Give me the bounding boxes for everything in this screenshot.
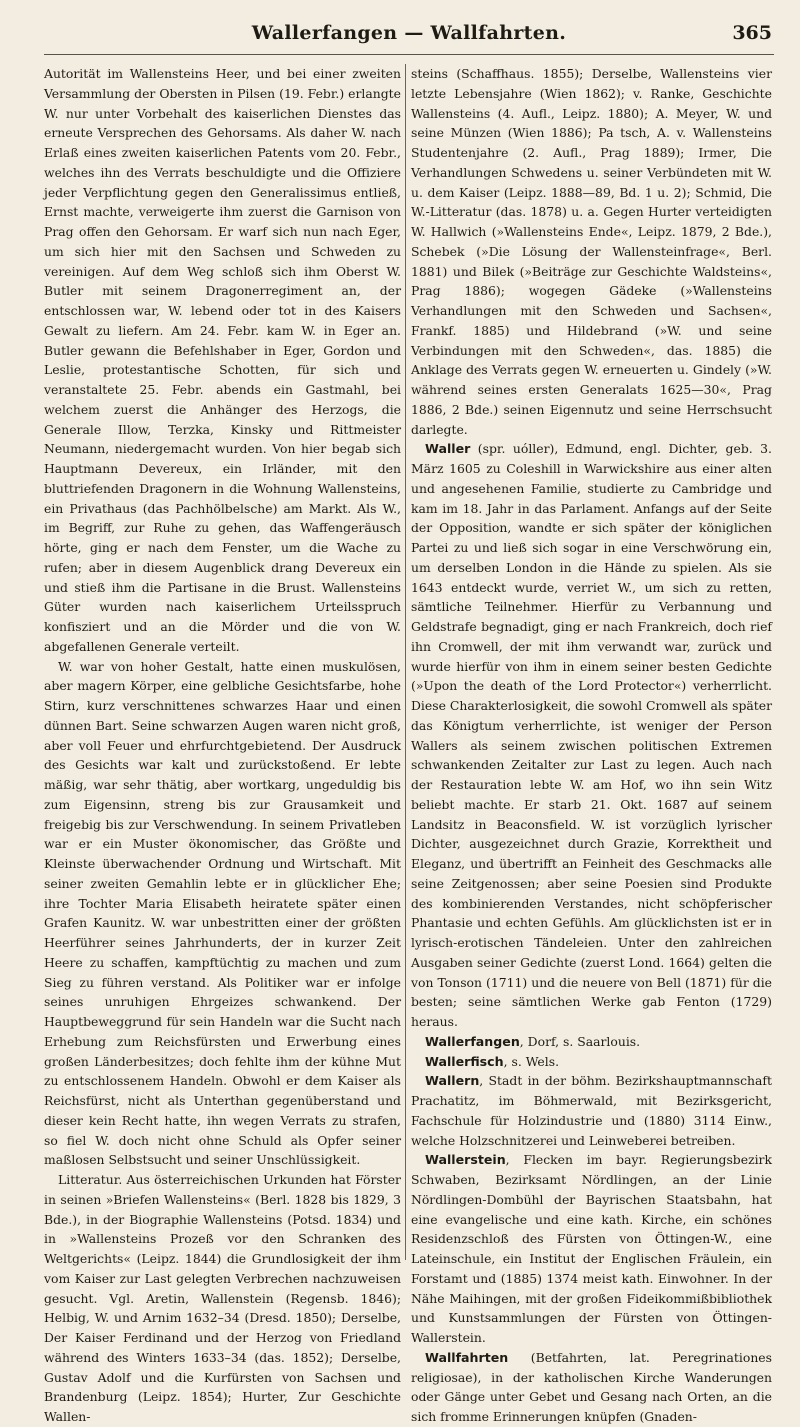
entry-wallfahrten [411, 1348, 772, 1427]
entry-lemma: Wallerstein [425, 1152, 506, 1168]
entry-text: , Stadt in der böhm. Bezirkshauptmannschaft Prachatitz, im Böhmerwald, mit Bezirksgericht, Fachschule für Holzindustrie und (1880) 3114 Einw., welche Holzschnitzerei und Leinweberei betreiben. [411, 1073, 772, 1148]
entry-wallerfangen [411, 1032, 772, 1052]
entry-waller [411, 439, 772, 1032]
left-column [44, 64, 401, 1424]
entry-text: (Betfahrten, lat. Peregrinationes religiosae), in der katholischen Kirche Wanderungen oder Gänge unter Gebet und Gesang nach Orten, an die sich fromme Erinnerungen knüpfen (Gnaden- [411, 1349, 772, 1424]
header-title: Wallerfangen — Wallfahrten. [251, 22, 567, 44]
entry-lemma: Waller [425, 441, 471, 457]
column-divider [405, 64, 406, 1260]
entry-text: , Dorf, s. Saarlouis. [519, 1033, 641, 1049]
entry-wallerfisch [411, 1052, 772, 1072]
paragraph-literature: Litteratur. Aus österreichischen Urkunden hat Förster in seinen »Briefen Wallensteins« (Berl. 1828 bis 1829, 3 Bde.), in der Biographie Wallensteins (Potsd. 1834) und in »Wallensteins Prozeß vor den Schranken des Weltgerichts« (Leipz. 1844) die Grundlosigkeit der ihm vom Kaiser zur Last gelegten Verbrechen nachzuweisen gesucht. Vgl. Aretin, Wallenstein (Regensb. 1846); Helbig, W. und Arnim 1632–34 (Dresd. 1850); Derselbe, Der Kaiser Ferdinand und der Herzog von Friedland während des Winters 1633–34 (das. 1852); Derselbe, Gustav Adolf und die Kurfürsten von Sachsen und Brandenburg (Leipz. 1854); Hurter, Zur Geschichte Wallen- [44, 1172, 401, 1424]
page-number: 365 [732, 22, 772, 44]
entry-lemma: Wallerfangen [425, 1033, 520, 1049]
entry-text: , s. Wels. [503, 1053, 560, 1069]
entry-lemma: Wallerfisch [425, 1053, 504, 1069]
entry-text: , Flecken im bayr. Regierungsbezirk Schwaben, Bezirksamt Nördlingen, an der Linie Nördlingen-Dombühl der Bayrischen Staatsbahn, hat eine evangelische und eine kath. Kirche, ein schönes Residenzschloß des Fürsten von Öttingen-W., eine Lateinschule, ein Institut der Englischen Fräulein, ein Forstamt und (1885) 1374 meist kath. Einwohner. In der Nähe Maihingen, mit der großen Fideikommißbibliothek und Kunstsammlungen der Fürsten von Öttingen-Wallerstein. [411, 1152, 772, 1345]
paragraph-literature-continued: steins (Schaffhaus. 1855); Derselbe, Wallensteins vier letzte Lebensjahre (Wien 1862); v. Ranke, Geschichte Wallensteins (4. Aufl., Leipz. 1880); A. Meyer, W. und seine Münzen (Wien 1886); Pa tsch, A. v. Wallensteins Studentenjahre (2. Aufl., Prag 1889); Irmer, Die Verhandlungen Schwedens u. seiner Verbündeten mit W. u. dem Kaiser (Leipz. 1888—89, Bd. 1 u. 2); Schmid, Die W.-Litteratur (das. 1878) u. a. Gegen Hurter verteidigten W. Hallwich (»Wallensteins Ende«, Leipz. 1879, 2 Bde.), Schebek (»Die Lösung der Wallensteinfrage«, Berl. 1881) und Bilek (»Beiträge zur Geschichte Waldsteins«, Prag 1886); wogegen Gädeke (»Wallensteins Verhandlungen mit den Schweden und Sachsen«, Frankf. 1885) und Hildebrand (»W. und seine Verbindungen mit den Schweden«, das. 1885) die Anklage des Verrats gegen W. erneuerten u. Gindely (»W. während seines ersten Generalats 1625—30«, Prag 1886, 2 Bde.) seinen Eigennutz und seine Herrschsucht darlegte. [411, 66, 772, 437]
entry-wallerstein [411, 1150, 772, 1348]
entry-text: (spr. uóller), Edmund, engl. Dichter, geb. 3. März 1605 zu Coleshill in Warwickshire aus einer alten und angesehenen Familie, studierte zu Cambridge und kam im 18. Jahr in das Parlament. Anfangs auf der Seite der Opposition, wandte er sich später der königlichen Partei zu und ließ sich sogar in eine Verschwörung ein, um derselben London in die Hände zu spielen. Als sie 1643 entdeckt wurde, verriet W., um sich zu retten, sämtliche Teilnehmer. Hierfür zu Verbannung und Geldstrafe begnadigt, ging er nach Frankreich, doch rief ihn Cromwell, der mit ihm verwandt war, zurück und wurde hierfür von ihm in einem seiner besten Gedichte (»Upon the death of the Lord Protector«) verherrlicht. Diese Charakterlosigkeit, die sowohl Cromwell als später das Königtum verherrlichte, ist weniger der Person Wallers als seinem zwischen politischen Extremen schwankenden Zeitalter zur Last zu legen. Auch nach der Restauration lebte W. am Hof, wo ihn sein Witz beliebt machte. Er starb 21. Okt. 1687 auf seinem Landsitz in Beaconsfield. W. ist vorzüglich lyrischer Dichter, ausgezeichnet durch Grazie, Korrektheit und Eleganz, und übertrifft an Feinheit des Geschmacks alle seine Zeitgenossen; aber seine Poesien sind Produkte des kombinierenden Verstandes, nicht schöpferischer Phantasie und echten Gefühls. Am glücklichsten ist er in lyrisch-erotischen Tändeleien. Unter den zahlreichen Ausgaben seiner Gedichte (zuerst Lond. 1664) gelten die von Tonson (1711) und die neuere von Bell (1871) für die besten; seine sämtlichen Werke gab Fenton (1729) heraus. [411, 441, 773, 1029]
running-header [44, 12, 774, 55]
entry-wallern [411, 1071, 772, 1150]
paragraph-wallenstein-character: W. war von hoher Gestalt, hatte einen muskulösen, aber magern Körper, eine gelbliche Gesichtsfarbe, hohe Stirn, kurz verschnittenes schwarzes Haar und einen dünnen Bart. Seine schwarzen Augen waren nicht groß, aber voll Feuer und ehrfurchtgebietend. Der Ausdruck des Gesichts war kalt und zurückstoßend. Er lebte mäßig, war sehr thätig, aber wortkarg, ungeduldig bis zum Eigensinn, streng bis zur Grausamkeit und freigebig bis zur Verschwendung. In seinem Privatleben war er ein Muster ökonomischer, das Größte und Kleinste überwachender Ordnung und Wirtschaft. Mit seiner zweiten Gemahlin lebte er in glücklicher Ehe; ihre Tochter Maria Elisabeth heiratete später einen Grafen Kaunitz. W. war unbestritten einer der größten Heerführer seines Jahrhunderts, der in kurzer Zeit Heere zu schaffen, kampftüchtig zu machen und zum Sieg zu führen verstand. Als Politiker war er infolge seines unruhigen Ehrgeizes schwankend. Der Hauptbeweggrund für sein Handeln war die Sucht nach Erhebung zum Reichsfürsten und Erwerbung eines großen Länderbesitzes; doch fehlte ihm der kühne Mut zu entschlossenem Handeln. Obwohl er dem Kaiser als Reichsfürst, nicht als Unterthan gegenüberstand und dieser kein Recht hatte, ihn wegen Verrats zu strafen, so fiel W. doch nicht ohne Schuld als Opfer seiner maßlosen Selbstsucht und seiner Unschlüssigkeit. [44, 658, 401, 1168]
paragraph-wallenstein-death: Autorität im Wallensteins Heer, und bei einer zweiten Versammlung der Obersten in Pilsen (19. Febr.) erlangte W. nur unter Vorbehalt des kaiserlichen Dienstes das erneute Versprechen des Gehorsams. Als daher W. nach Erlaß eines zweiten kaiserlichen Patents vom 20. Febr., welches ihn des Verrats beschuldigte und die Offiziere jeder Verpflichtung gegen den Generalissimus entließ, Ernst machte, verweigerte ihm zuerst die Garnison von Prag offen den Gehorsam. Er warf sich nun nach Eger, um sich hier mit den Sachsen und Schweden zu vereinigen. Auf dem Weg schloß sich ihm Oberst W. Butler mit seinem Dragonerregiment an, der entschlossen war, W. lebend oder tot in des Kaisers Gewalt zu liefern. Am 24. Febr. kam W. in Eger an. Butler gewann die Befehlshaber in Eger, Gordon und Leslie, protestantische Schotten, für sich und veranstaltete 25. Febr. abends ein Gastmahl, bei welchem zuerst die Anhänger des Herzogs, die Generale Illow, Terzka, Kinsky und Rittmeister Neumann, niedergemacht wurden. Von hier begab sich Hauptmann Devereux, ein Irländer, mit den bluttriefenden Dragonern in die Wohnung Wallensteins, ein Privathaus (das Pachhölbelsche) am Markt. Als W., im Begriff, zur Ruhe zu gehen, das Waffengeräusch hörte, ging er nach dem Fenster, um die Wache zu rufen; aber in diesem Augenblick drang Devereux ein und stieß ihm die Partisane in die Brust. Wallensteins Güter wurden nach kaiserlichem Urteilsspruch konfisziert und an die Mörder und die von W. abgefallenen Generale verteilt. [44, 66, 401, 654]
entry-lemma: Wallfahrten [425, 1349, 509, 1365]
right-column [411, 64, 773, 1424]
entry-lemma: Wallern [425, 1073, 480, 1089]
